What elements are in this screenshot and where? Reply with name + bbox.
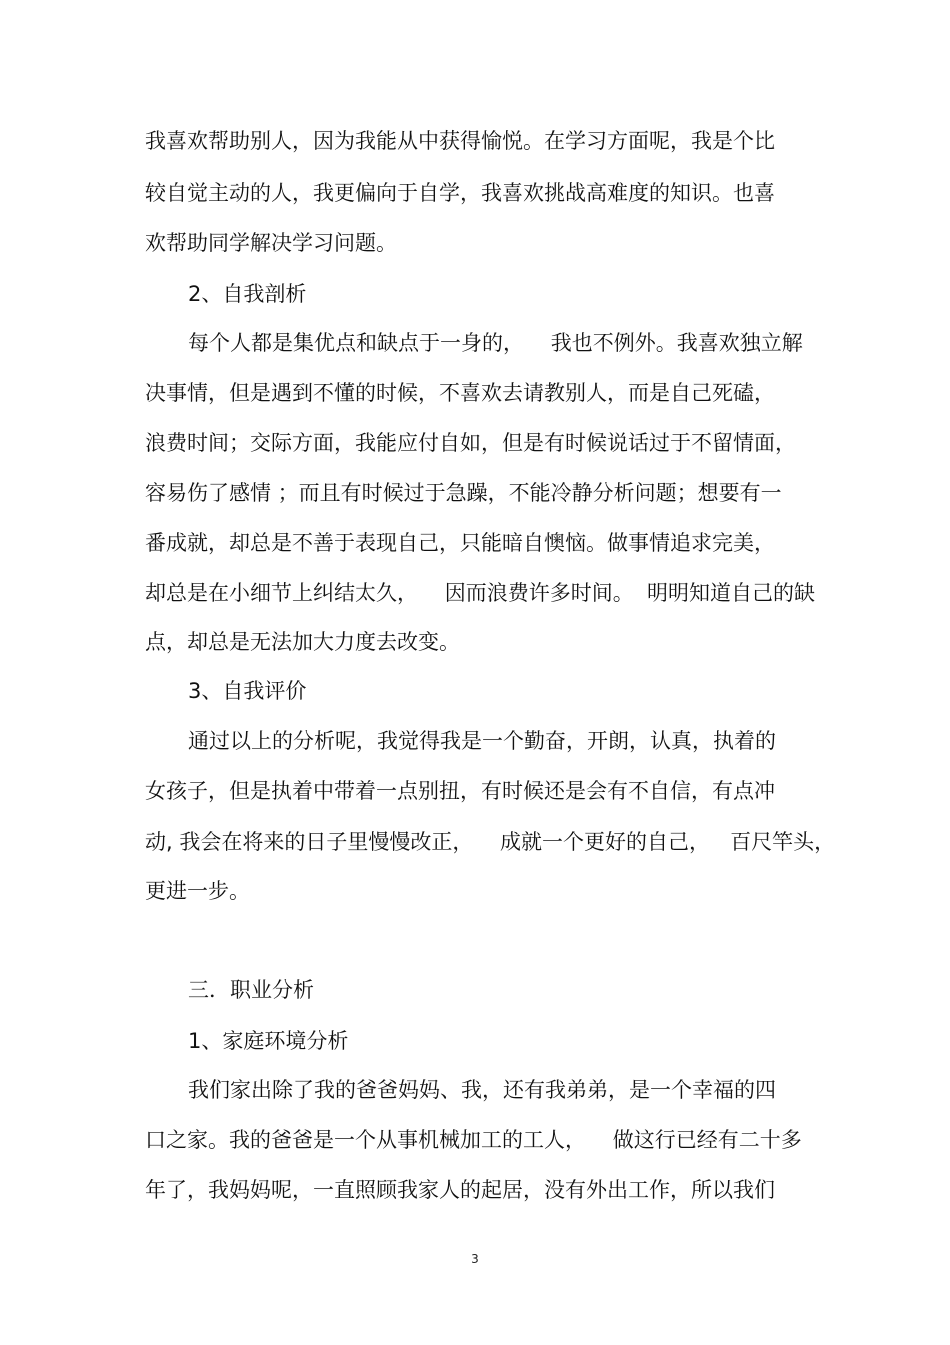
paragraph-line: 番成就，却总是不善于表现自己，只能暗自懊恼。做事情追求完美， (145, 531, 775, 555)
paragraph-line: 我喜欢帮助别人，因为我能从中获得愉悦。在学习方面呢，我是个比 (145, 129, 775, 153)
paragraph-line: 浪费时间；交际方面，我能应付自如，但是有时候说话过于不留情面， (145, 431, 796, 455)
paragraph-line: 点，却总是无法加大力度去改变。 (145, 630, 460, 654)
paragraph-line: 口之家。我的爸爸是一个从事机械加工的工人， 做这行已经有二十多 (145, 1128, 802, 1152)
section-heading: 2、自我剖析 (188, 282, 307, 306)
paragraph-line: 更进一步。 (145, 879, 250, 903)
section-heading: 1、家庭环境分析 (188, 1029, 349, 1053)
paragraph-line: 决事情，但是遇到不懂的时候，不喜欢去请教别人，而是自己死磕， (145, 381, 775, 405)
paragraph-line: 动, 我会在将来的日子里慢慢改正， 成就一个更好的自己， 百尺竿头， (145, 830, 836, 854)
paragraph-line: 我们家出除了我的爸爸妈妈、我，还有我弟弟，是一个幸福的四 (188, 1078, 776, 1102)
paragraph-line: 每个人都是集优点和缺点于一身的， 我也不例外。我喜欢独立解 (188, 331, 803, 355)
page-number: 3 (471, 1252, 479, 1266)
section-heading: 3、自我评价 (188, 679, 307, 703)
section-heading: 三．职业分析 (188, 978, 314, 1002)
paragraph-line: 较自觉主动的人，我更偏向于自学，我喜欢挑战高难度的知识。也喜 (145, 181, 775, 205)
paragraph-line: 容易伤了感情 ；而且有时候过于急躁，不能冷静分析问题；想要有一 (145, 481, 782, 505)
paragraph-line: 女孩子，但是执着中带着一点别扭，有时候还是会有不自信，有点冲 (145, 779, 775, 803)
paragraph-line: 年了，我妈妈呢，一直照顾我家人的起居，没有外出工作，所以我们 (145, 1178, 775, 1202)
paragraph-line: 却总是在小细节上纠结太久， 因而浪费许多时间。 明明知道自己的缺 (145, 581, 816, 605)
paragraph-line: 欢帮助同学解决学习问题。 (145, 231, 397, 255)
paragraph-line: 通过以上的分析呢，我觉得我是一个勤奋，开朗，认真，执着的 (188, 729, 776, 753)
